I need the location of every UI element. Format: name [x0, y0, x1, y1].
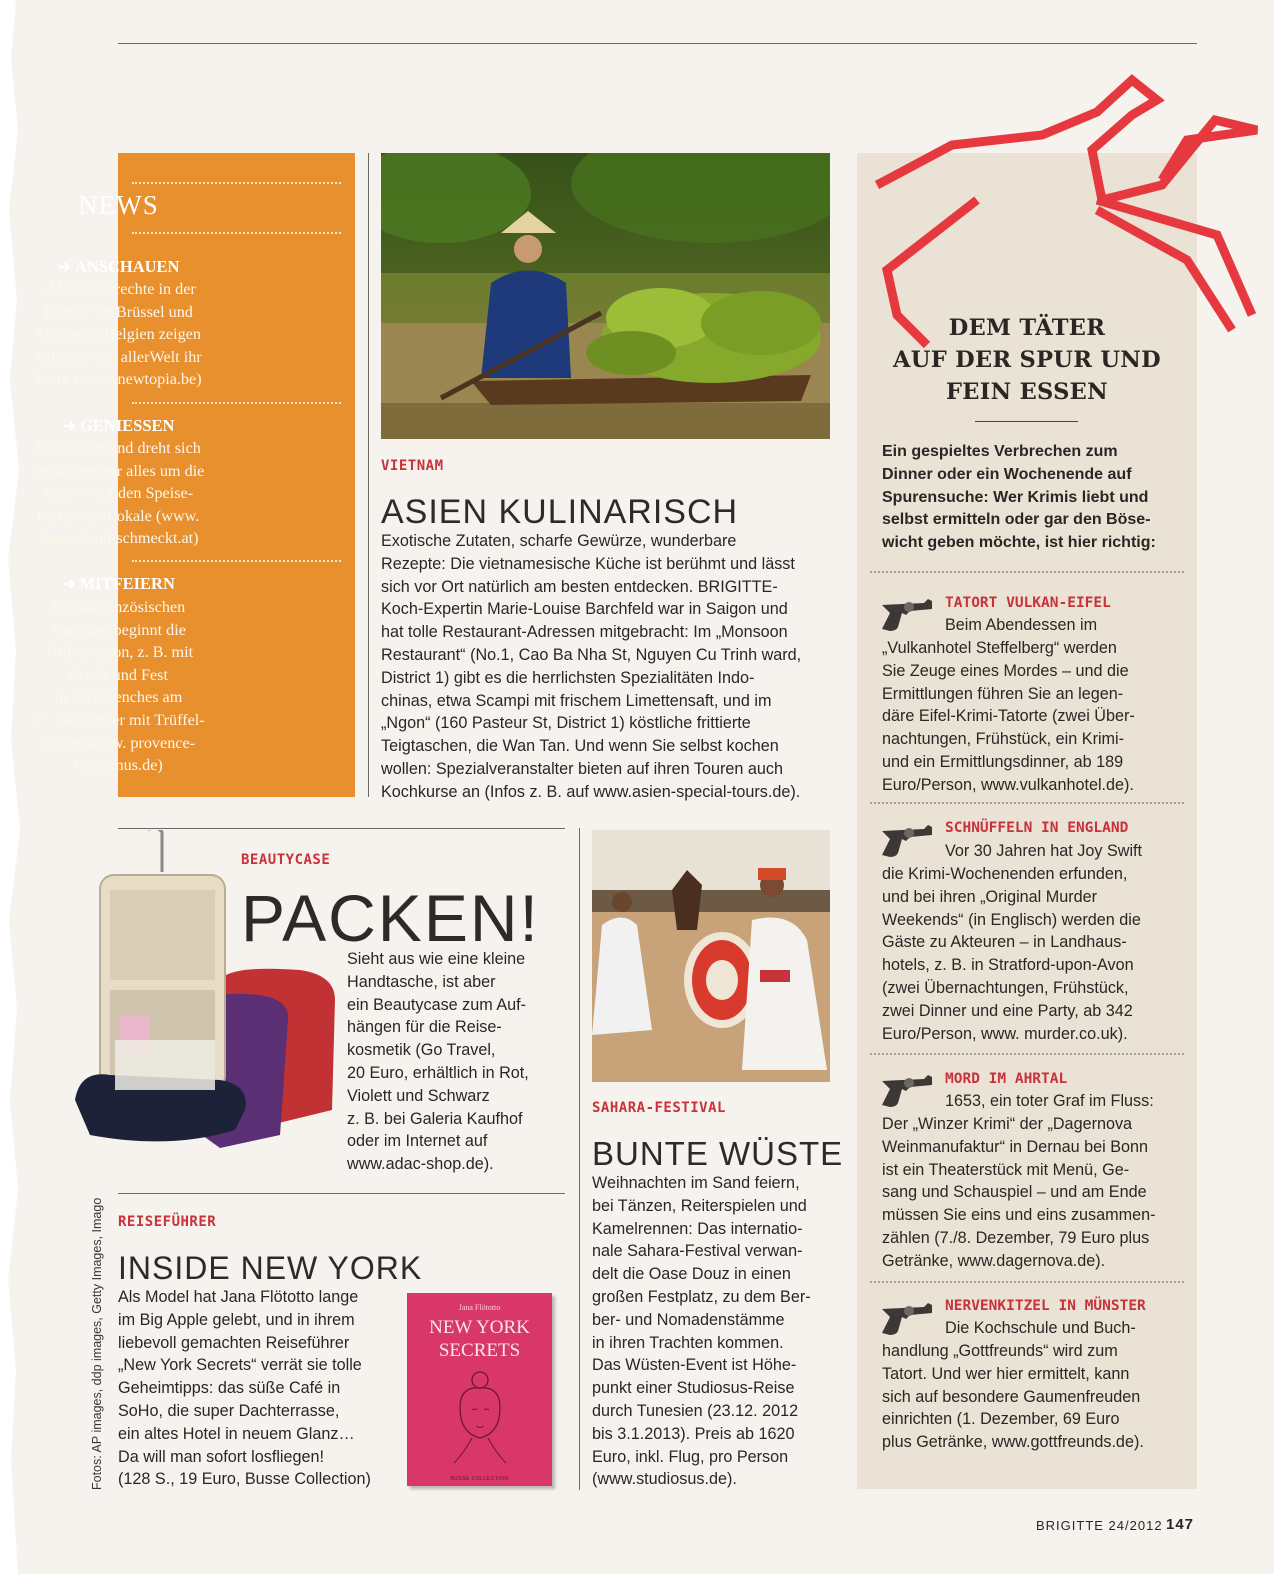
vietnam-text: Exotische Zutaten, scharfe Gewürze, wunderbare Rezepte: Die vietnamesische Küche ist berühmt und lässt sich vor Ort natürlich am besten entdecken. BRIGITTE- Koch-Expertin Marie-Louise Barchfeld war in Saigon und hat tolle Restaurant-Adressen mitgebracht: Im „Monsoon Restaurant“ (No.1, Cao Ba Nha St, Nguyen Cu Trinh ward, District 1) gibt es die herrlichsten Spezialitäten Indo- chinas, etwa Scampi mit frischem Limettensaft, und im „Ngon“ (160 Pasteur St, District 1) köstliche frittierte Teigtaschen, die Wan Tan. Und wenn Sie selbst kochen wollen: Spezialveranstalter bieten auf ihren Touren auch Kochkurse an (Infos z. B. auf www.asien-special-tours.de).: [381, 532, 802, 801]
book-title-line1: NEW YORK: [429, 1317, 530, 1338]
item-title-schnueffeln-england: SCHNÜFFELN IN ENGLAND: [945, 820, 1129, 836]
photo-credit: Fotos: AP images, ddp images, Getty Images, Imago: [90, 1197, 104, 1490]
reisefuehrer-kicker: REISEFÜHRER: [118, 1214, 217, 1230]
dotted-separator: [870, 1281, 1184, 1283]
tatort-intro: Ein gespieltes Verbrechen zum Dinner oder ein Wochenende auf Spurensuche: Wer Krimis liebt und selbst ermitteln oder gar den Böse- wicht geben möchte, ist hier richtig:: [882, 443, 1156, 552]
book-cover: [407, 1293, 552, 1486]
sahara-kicker: SAHARA-FESTIVAL: [592, 1100, 726, 1116]
beautycase-kicker: BEAUTYCASE: [241, 852, 331, 868]
book-publisher: BUSSE COLLECTION: [450, 1476, 509, 1482]
revolver-icon: [876, 1297, 936, 1337]
news-title: NEWS: [78, 190, 159, 220]
beautycase-headline: PACKEN!: [241, 881, 540, 955]
sahara-text: Weihnachten im Sand feiern, bei Tänzen, Reiterspielen und Kamelrennen: Das internatio- nale Sahara-Festival verwan- delt die Oase Douz in einen großen Festplatz, zu dem Ber- ber- und Nomadenstämme in ihren Trachten kommen. Das Wüsten-Event ist Höhe- punkt einer Studiosus-Reise durch Tunesien (23.12. 2012 bis 3.1.2013). Preis ab 1620 Euro, inkl. Flug, pro Person (www.studiosus.de).: [592, 1174, 811, 1489]
beautycase-photo: [70, 830, 340, 1155]
section-rule: [118, 1193, 565, 1194]
beautycase-text: Sieht aus wie eine kleine Handtasche, ist aber ein Beautycase zum Auf- hängen für die Reise- kosmetik (Go Travel, 20 Euro, erhältlich in Rot, Violett und Schwarz z. B. bei Galeria Kaufhof oder im Internet auf www.adac-shop.de).: [347, 950, 529, 1174]
item-lead-schnueffeln-england: Vor 30 Jahren hat Joy Swift: [945, 842, 1143, 860]
item-lead-vulkan-eifel: Beim Abendessen im: [945, 616, 1098, 634]
item-title-vulkan-eifel: TATORT VULKAN-EIFEL: [945, 595, 1111, 611]
dotted-separator: [870, 802, 1184, 804]
vietnam-kicker: VIETNAM: [381, 458, 444, 474]
tatort-title: DEM TÄTER AUF DER SPUR UND FEIN ESSEN: [893, 315, 1161, 405]
item-title-mord-ahrtal: MORD IM AHRTAL: [945, 1071, 1068, 1087]
dotted-separator: [870, 571, 1184, 573]
column-divider: [368, 153, 369, 797]
sahara-festival-photo: [592, 830, 830, 1082]
title-underline: [975, 421, 1078, 422]
torn-page-edge: [0, 0, 30, 1574]
section-rule: [118, 828, 565, 829]
column-divider: [579, 828, 580, 1490]
revolver-icon: [876, 819, 936, 859]
magazine-issue: BRIGITTE 24/2012: [1036, 1518, 1163, 1533]
news-text-mitfeiern: Im südfranzösischen Vaucluse beginnt die Trüffelsaison, z. B. mit Markt und Fest in Richerenches am 17. November mit Trüffel- suche (www. provence- tourismus.de): [32, 598, 205, 775]
revolver-icon: [876, 593, 936, 633]
item-lead-nervenkitzel-muenster: Die Kochschule und Buch-: [945, 1319, 1136, 1337]
book-title-line2: SECRETS: [438, 1340, 521, 1361]
item-text-mord-ahrtal: Der „Winzer Krimi“ der „Dagernova Weinmanufaktur“ in Dernau bei Bonn ist ein Theaterstück mit Menü, Ge- sang und Schauspiel – und am Ende müssen Sie eins und eins zusammen- zählen (7./8. Dezember, 79 Euro plus Getränke, www.dagernova.de).: [882, 1115, 1156, 1270]
revolver-icon: [876, 1069, 936, 1109]
book-illustration: [442, 1368, 517, 1463]
reisefuehrer-text: Als Model hat Jana Flötotto lange im Big Apple gelebt, und in ihrem liebevoll gemachten Reiseführer „New York Secrets“ verrät sie tolle Geheimtipps: das süße Café in SoHo, die super Dachterrasse, ein altes Hotel in neuem Glanz… Da will man sofort losfliegen! (128 S., 19 Euro, Busse Collection): [118, 1288, 371, 1489]
reisefuehrer-headline: INSIDE NEW YORK: [118, 1250, 423, 1286]
sahara-headline: BUNTE WÜSTE: [592, 1135, 844, 1172]
book-author: Jana Flötotto: [458, 1303, 501, 1312]
top-rule: [118, 43, 1197, 44]
page-number: 147: [1166, 1516, 1195, 1533]
news-heading-mitfeiern: ➜ MITFEIERN: [62, 574, 175, 593]
news-text-anschauen: „Menschenrechte in der Kunst“: In Brüssel und Mechelen/Belgien zeigen Künstler aus allerWelt ihr Werk (www.newtopia.be): [35, 280, 202, 389]
dotted-separator: [870, 1053, 1184, 1055]
item-text-vulkan-eifel: „Vulkanhotel Steffelberg“ werden Sie Zeuge eines Mordes – und die Ermittlungen führen Sie an legen- däre Eifel-Krimi-Tatorte (zwei Über- nachtungen, Frühstück, ein Krimi- und ein Ermittlungsdinner, ab 189 Euro/Person, www.vulkanhotel.de).: [882, 639, 1135, 794]
news-text-geniessen: Im Burgenland dreht sich im November alles um die Gans – auf den Speise- karten der Lokale (www. burgenland-schmeckt.at): [32, 439, 205, 548]
vietnam-boat-photo: [381, 153, 830, 439]
item-text-schnueffeln-england: die Krimi-Wochenenden erfunden, und bei ihren „Original Murder Weekends“ (in Englisch) werden die Gäste zu Akteuren – in Landhaus- hotels, z. B. in Stratford-upon-Avon (zwei Übernachtungen, Frühstück, zwei Dinner und eine Party, ab 342 Euro/Person, www. murder.co.uk).: [882, 865, 1141, 1043]
item-lead-mord-ahrtal: 1653, ein toter Graf im Fluss:: [945, 1092, 1154, 1110]
arrow-icon: ➜: [62, 418, 76, 435]
arrow-icon: ➜: [62, 576, 76, 593]
item-title-nervenkitzel-muenster: NERVENKITZEL IN MÜNSTER: [945, 1298, 1146, 1314]
arrow-icon: ➜: [57, 259, 71, 276]
vietnam-headline: ASIEN KULINARISCH: [381, 493, 739, 531]
item-text-nervenkitzel-muenster: handlung „Gottfreunds“ wird zum Tatort. Und wer hier ermittelt, kann sich auf besondere Gaumenfreuden einrichten (1. Dezember, 69 Euro plus Getränke, www.gottfreunds.de).: [882, 1342, 1144, 1452]
news-heading-anschauen: ➜ ANSCHAUEN: [57, 257, 180, 276]
news-heading-geniessen: ➜ GENIESSEN: [62, 416, 175, 435]
